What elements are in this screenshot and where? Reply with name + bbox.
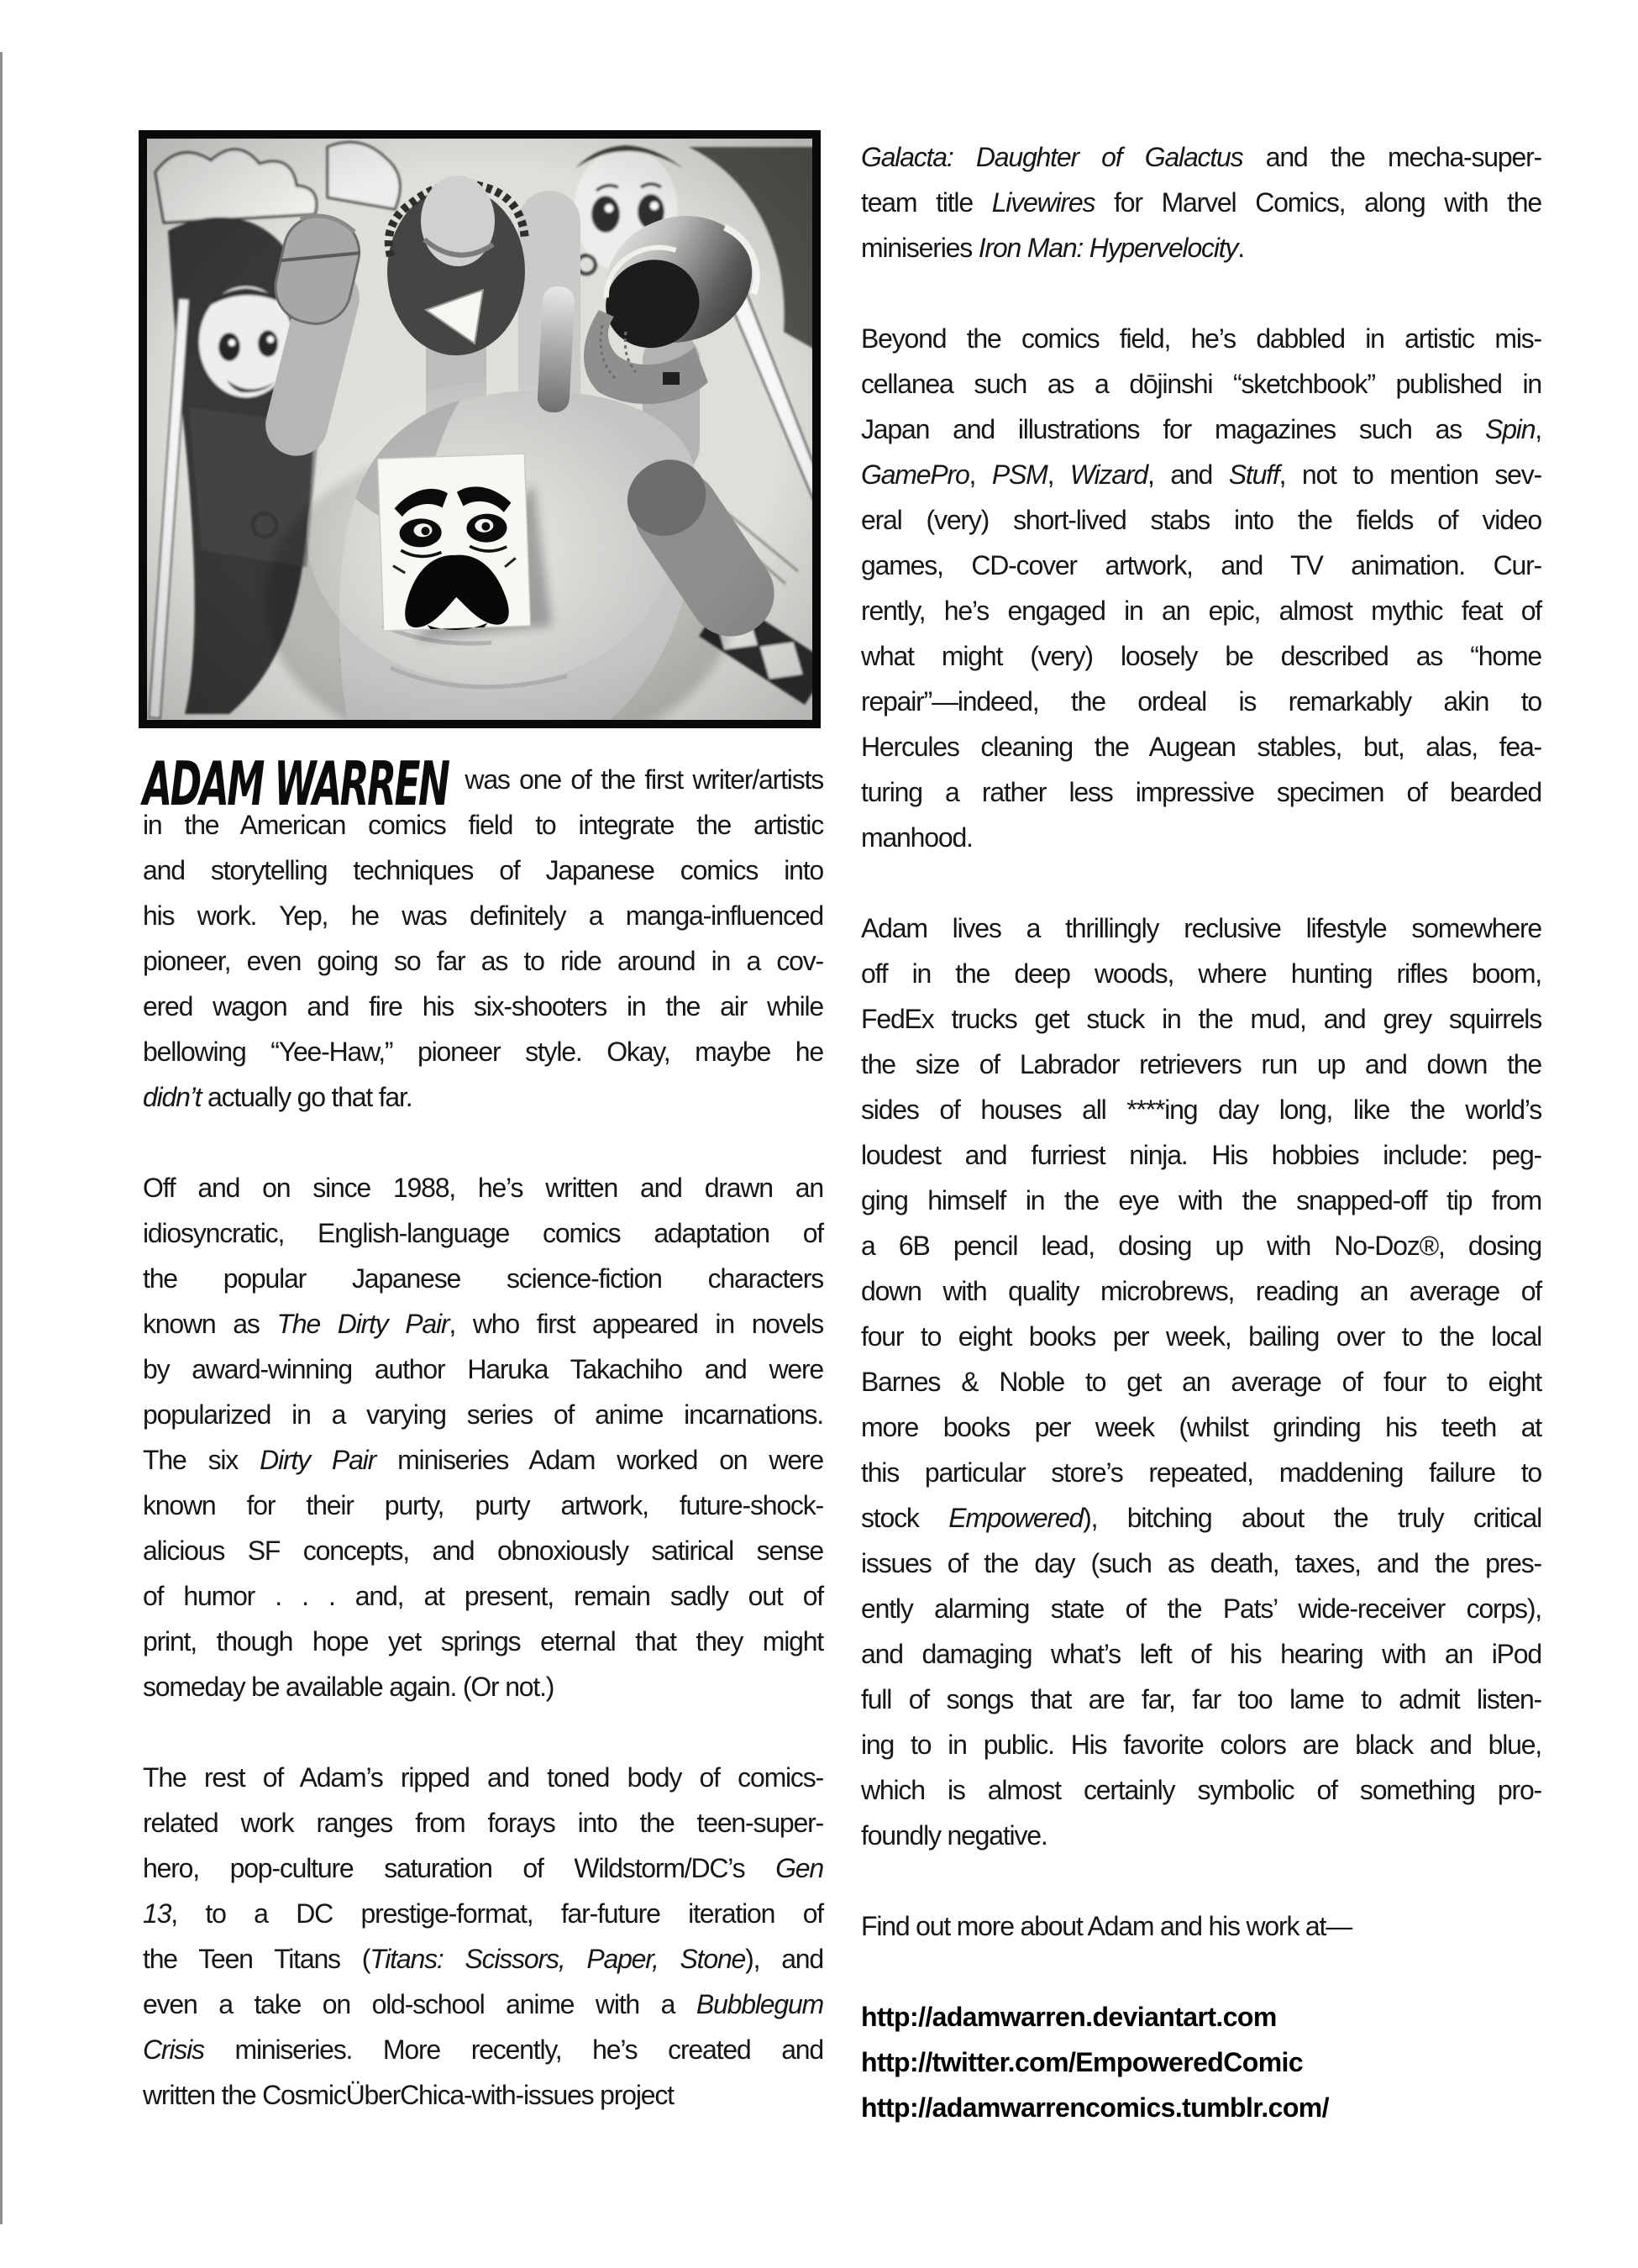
text-line: Crisis miniseries. More recently, he’s created and: [143, 2034, 823, 2065]
text-line: Galacta: Daughter of Galactus and the mecha-super-: [861, 142, 1541, 172]
text-line: idiosyncratic, English-language comics adaptation of: [143, 1218, 823, 1248]
text-line: alicious SF concepts, and obnoxiously satirical sense: [143, 1536, 823, 1566]
paragraph: [861, 1994, 1541, 2130]
text-line: eral (very) short-lived stabs into the fields of video: [861, 505, 1541, 535]
text-line: GamePro, PSM, Wizard, and Stuff, not to mention sev-: [861, 459, 1541, 490]
text-line: issues of the day (such as death, taxes, and the pres-: [861, 1548, 1541, 1578]
author-photo-art: [139, 130, 821, 728]
text-line: ADAM WARREN was one of the first writer/artists: [143, 748, 823, 819]
text-line: the size of Labrador retrievers run up and down the: [861, 1049, 1541, 1079]
text-line: stock Empowered), bitching about the truly critical: [861, 1503, 1541, 1533]
paragraph: [861, 316, 1541, 860]
text-line: what might (very) loosely be described as “home: [861, 641, 1541, 671]
text-line: more books per week (whilst grinding his teeth at: [861, 1412, 1541, 1442]
text-line: popularized in a varying series of anime incarnations.: [143, 1399, 823, 1430]
text-line: down with quality microbrews, reading an average of: [861, 1276, 1541, 1306]
text-line: pioneer, even going so far as to ride around in a cov-: [143, 946, 823, 976]
text-line: Off and on since 1988, he’s written and drawn an: [143, 1173, 823, 1203]
text-line: turing a rather less impressive specimen of bearded: [861, 777, 1541, 807]
text-line: sides of houses all ****ing day long, like the world’s: [861, 1095, 1541, 1125]
text-line: The rest of Adam’s ripped and toned body of comics-: [143, 1762, 823, 1793]
paragraph: [861, 1903, 1541, 1949]
text-line: ered wagon and fire his six-shooters in the air while: [143, 991, 823, 1021]
text-line: manhood.: [861, 822, 973, 853]
text-line: and damaging what’s left of his hearing with an iPod: [861, 1639, 1541, 1669]
paragraph: [143, 1755, 823, 2118]
text-line: FedEx trucks get stuck in the mud, and grey squirrels: [861, 1004, 1541, 1034]
text-line: of humor . . . and, at present, remain sadly out of: [143, 1581, 823, 1611]
text-line: someday be available again. (Or not.): [143, 1672, 554, 1702]
author-photo: [139, 130, 821, 728]
right-column: [861, 134, 1541, 2130]
text-line: Beyond the comics field, he’s dabbled in artistic mis-: [861, 323, 1541, 354]
text-line: written the CosmicÜberChica-with-issues project: [143, 2080, 674, 2110]
text-line: which is almost certainly symbolic of something pro-: [861, 1775, 1541, 1805]
text-line: even a take on old-school anime with a Bubblegum: [143, 1989, 823, 2019]
paragraph: [143, 1165, 823, 1709]
text-line: loudest and furriest ninja. His hobbies include: peg-: [861, 1140, 1541, 1170]
text-line: by award-winning author Haruka Takachiho and were: [143, 1354, 823, 1384]
text-line: Hercules cleaning the Augean stables, but, alas, fea-: [861, 732, 1541, 762]
text-line: a 6B pencil lead, dosing up with No-Doz®, dosing: [861, 1231, 1541, 1261]
text-line: the Teen Titans (Titans: Scissors, Paper, Stone), and: [143, 1944, 823, 1974]
text-line: The six Dirty Pair miniseries Adam worked on were: [143, 1445, 823, 1475]
text-line: related work ranges from forays into the teen-super-: [143, 1808, 823, 1838]
text-line: the popular Japanese science-fiction characters: [143, 1263, 823, 1294]
website-link: http://adamwarren.deviantart.com: [861, 2002, 1277, 2032]
text-line: off in the deep woods, where hunting rifles boom,: [861, 958, 1541, 989]
text-line: four to eight books per week, bailing over to the local: [861, 1321, 1541, 1352]
text-line: rently, he’s engaged in an epic, almost mythic feat of: [861, 596, 1541, 626]
text-line: repair”—indeed, the ordeal is remarkably akin to: [861, 686, 1541, 717]
text-line: cellanea such as a dōjinshi “sketchbook” published in: [861, 369, 1541, 399]
text-line: Find out more about Adam and his work at—: [861, 1911, 1352, 1941]
left-column: [143, 748, 823, 2118]
text-line: foundly negative.: [861, 1820, 1047, 1851]
text-line: print, though hope yet springs eternal that they might: [143, 1626, 823, 1656]
text-line: full of songs that are far, far too lame to admit listen-: [861, 1684, 1541, 1714]
text-line: Japan and illustrations for magazines such as Spin,: [861, 414, 1541, 444]
author-logo: ADAM WARREN: [143, 748, 449, 819]
text-line: Adam lives a thrillingly reclusive lifestyle somewhere: [861, 913, 1541, 943]
text-line: Barnes & Noble to get an average of four to eight: [861, 1367, 1541, 1397]
text-line: ently alarming state of the Pats’ wide-receiver corps),: [861, 1593, 1541, 1624]
page-edge-line: [0, 52, 3, 2224]
text-line: known for their purty, purty artwork, future-shock-: [143, 1490, 823, 1520]
text-line: and storytelling techniques of Japanese comics into: [143, 855, 823, 885]
text-line: hero, pop-culture saturation of Wildstorm/DC’s Gen: [143, 1853, 823, 1883]
text-line: didn’t actually go that far.: [143, 1082, 412, 1112]
paragraph: [861, 906, 1541, 1858]
text-line: bellowing “Yee-Haw,” pioneer style. Okay, maybe he: [143, 1037, 823, 1067]
paragraph: [861, 134, 1541, 270]
text-line: ging himself in the eye with the snapped-off tip from: [861, 1185, 1541, 1215]
text-line: known as The Dirty Pair, who first appeared in novels: [143, 1309, 823, 1339]
paragraph: [143, 748, 823, 1120]
text-line: his work. Yep, he was definitely a manga-influenced: [143, 900, 823, 931]
text-line: team title Livewires for Marvel Comics, along with the: [861, 187, 1541, 218]
text-line: this particular store’s repeated, maddening failure to: [861, 1457, 1541, 1488]
website-link: http://adamwarrencomics.tumblr.com/: [861, 2092, 1329, 2123]
text-line: games, CD-cover artwork, and TV animation. Cur-: [861, 550, 1541, 580]
text-line: miniseries Iron Man: Hypervelocity.: [861, 233, 1244, 263]
website-link: http://twitter.com/EmpoweredComic: [861, 2047, 1304, 2077]
text-line: ing to in public. His favorite colors are black and blue,: [861, 1730, 1541, 1760]
text-line: in the American comics field to integrate the artistic: [143, 810, 823, 840]
text-line: 13, to a DC prestige-format, far-future iteration of: [143, 1898, 823, 1929]
